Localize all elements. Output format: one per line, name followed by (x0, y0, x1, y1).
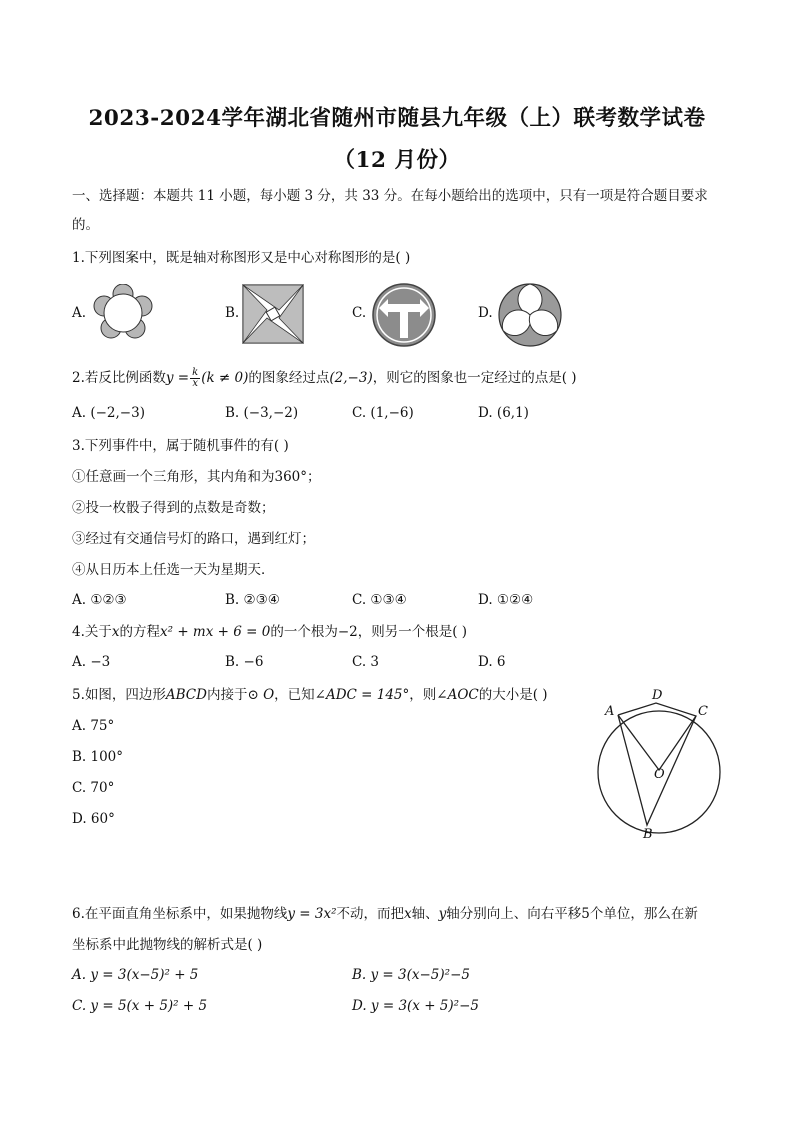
q6-option-b: B. y = 3(x−5)²−5 (352, 967, 470, 983)
q6-option-c: C. y = 5(x + 5)² + 5 (72, 998, 208, 1014)
q1-option-a-label: A. (72, 305, 87, 321)
q2-option-a: A. (−2,−3) (72, 405, 145, 421)
q1-option-d-three-petal-icon (497, 282, 563, 348)
q2-option-d: D. (6,1) (478, 405, 529, 421)
q3-option-a: A. ①②③ (72, 592, 127, 608)
q5-stem-b: 内接于 (206, 687, 248, 703)
q5-quadrilateral: ABCD (165, 687, 207, 703)
q2-stem (72, 368, 577, 389)
q2-stem-middle: 的图象经过点 (248, 370, 330, 386)
q6-stem-line2: 坐标系中此抛物线的解析式是( ) (72, 937, 263, 953)
q4-stem-b: 的方程 (119, 624, 161, 640)
q5-option-b: B. 100° (72, 749, 124, 765)
q6-y-axis: y (438, 906, 447, 922)
q4-option-a: A. −3 (72, 654, 111, 670)
q2-fraction (190, 368, 200, 389)
q5-stem-c: ，已知 (274, 687, 315, 703)
q3-stem: 3.下列事件中，属于随机事件的有( ) (72, 438, 289, 454)
q5-stem-d: ，则 (409, 687, 437, 703)
q3-item-1: ①任意画一个三角形，其内角和为360°； (72, 469, 321, 485)
q3-option-c: C. ①③④ (352, 592, 407, 608)
q6-stem-c: 轴、 (411, 906, 439, 922)
q6-option-d: D. y = 3(x + 5)²−5 (352, 998, 479, 1014)
q5-stem (72, 686, 548, 704)
q5-label-a: A (605, 704, 615, 719)
q6-option-a: A. y = 3(x−5)² + 5 (72, 967, 199, 983)
q2-fraction-numerator: k (192, 367, 199, 378)
q6-stem-a: 6.在平面直角坐标系中，如果抛物线 (72, 906, 288, 922)
q5-stem-e: 的大小是( ) (478, 687, 548, 703)
q1-option-c-traffic-sign-icon (371, 282, 437, 348)
q3-item-3: ③经过有交通信号灯的路口，遇到红灯； (72, 531, 315, 547)
page-title: 2023-2024学年湖北省随州市随县九年级（上）联考数学试卷（12 月份） (88, 106, 706, 173)
q3-option-d: D. ①②④ (478, 592, 534, 608)
q4-option-c: C. 3 (352, 654, 380, 670)
q6-stem-d: 轴分别向上、向右平移5个单位，那么在新 (446, 906, 698, 922)
q3-option-b: B. ②③④ (225, 592, 280, 608)
q4-equation: x² + mx + 6 = 0 (160, 624, 271, 640)
q5-label-c: C (698, 704, 708, 719)
section-heading: 一、选择题：本题共 11 小题，每小题 3 分，共 33 分。在每小题给出的选项中，只有一项是符合题目要求的。 (72, 188, 708, 233)
q3-item-2: ②投一枚骰子得到的点数是奇数； (72, 500, 275, 516)
q1-option-d-label: D. (478, 305, 493, 321)
q5-label-b: B (643, 827, 653, 842)
q5-angle-given: ∠ADC = 145° (314, 687, 410, 703)
q4-option-d: D. 6 (478, 654, 506, 670)
q6-stem-line1 (72, 905, 698, 923)
q6-x-axis: x (404, 906, 412, 922)
q1-option-a-flower-icon (91, 284, 155, 344)
q5-label-d: D (652, 688, 663, 703)
q5-circle-diagram (590, 682, 730, 842)
q6-parabola: y = 3x² (287, 906, 337, 922)
q2-option-b: B. (−3,−2) (225, 405, 299, 421)
q2-fraction-denominator: x (192, 378, 198, 389)
q2-function-lhs: y = (165, 370, 190, 386)
q5-option-d: D. 60° (72, 811, 115, 827)
q1-option-b-pinwheel-icon (242, 284, 304, 344)
q6-stem-b: 不动，而把 (336, 906, 405, 922)
q4-stem-c: 的一个根为−2，则另一个根是( ) (270, 624, 468, 640)
q1-option-b-label: B. (225, 305, 240, 321)
q5-label-o: O (654, 767, 665, 782)
q4-stem-a: 4.关于 (72, 624, 112, 640)
q1-stem: 1.下列图案中，既是轴对称图形又是中心对称图形的是( ) (72, 250, 411, 266)
q4-option-b: B. −6 (225, 654, 264, 670)
q2-stem-prefix: 2.若反比例函数 (72, 370, 166, 386)
q5-option-a: A. 75° (72, 718, 115, 734)
q5-circle: ⊙ O (247, 687, 275, 703)
q4-variable: x (111, 624, 120, 640)
q5-stem-a: 5.如图，四边形 (72, 687, 166, 703)
q1-option-c-label: C. (352, 305, 367, 321)
q3-item-4: ④从日历本上任选一天为星期天． (72, 562, 275, 578)
q5-angle-ask: ∠AOC (436, 687, 479, 703)
q5-option-c: C. 70° (72, 780, 115, 796)
q2-function-condition: (k ≠ 0) (201, 370, 249, 386)
q2-stem-suffix: ，则它的图象也一定经过的点是( ) (372, 370, 577, 386)
q2-point: (2,−3) (329, 370, 373, 386)
q4-stem (72, 623, 467, 641)
q2-option-c: C. (1,−6) (352, 405, 414, 421)
